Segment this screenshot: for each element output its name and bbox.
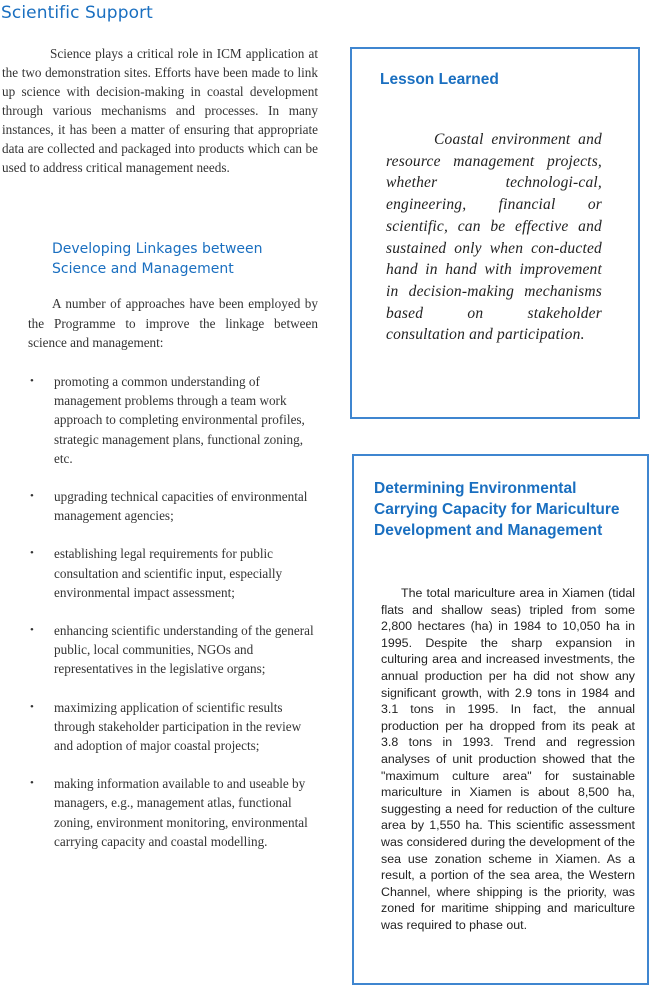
bullet-icon: • [30,777,34,790]
list-item-text: promoting a common understanding of management problems through a team work approach to completing environmental profiles, strategic management plans, functional zoning, etc. [54,374,305,466]
bullet-icon: • [30,700,34,713]
list-item [28,698,318,756]
linkages-intro-text: A number of approaches have been employed by the Programme to improve the linkage between science and management: [28,296,318,350]
linkages-heading: Developing Linkages between Science and Management [52,241,263,277]
carrying-capacity-heading: Determining Environmental Carrying Capacity for Mariculture Development and Management [374,480,620,539]
page-title: Scientific Support [1,3,153,23]
list-item [28,487,318,525]
bullet-icon: • [30,375,34,387]
bullet-icon: • [30,490,34,503]
intro-paragraph [2,44,318,177]
list-item-text: making information available to and useable by managers, e.g., management atlas, functional zoning, environment monitoring, environmental carrying capacity and coastal modelling. [54,776,308,849]
list-item [28,774,318,851]
lesson-learned-box [350,47,640,419]
linkages-intro-paragraph [28,294,318,353]
lesson-learned-text: Coastal environment and resource management projects, whether technologi-cal, engineering, financial or scientific, can be effective and sustained only when con-ducted hand in hand with improvement in decision-making mechanisms based on stakeholder consultation and participation. [386,131,602,344]
carrying-capacity-text-block [381,585,635,933]
bullet-icon: • [30,547,34,560]
lesson-learned-text-block [386,129,602,346]
carrying-capacity-box [352,454,649,985]
list-item [28,372,318,468]
list-item [28,621,318,679]
list-item [28,544,318,602]
intro-text: Science plays a critical role in ICM application at the two demonstration sites. Efforts have been made to link up science with decision-making in coastal development through various mechanisms and processes. In many instances, it has been a matter of ensuring that appropriate data are collected and packaged into products which can be used to address critical management needs. [2,46,318,175]
list-item-text: upgrading technical capacities of environmental management agencies; [54,489,308,524]
list-item-text: maximizing application of scientific results through stakeholder participation in the review and adoption of major coastal projects; [54,699,302,754]
lesson-learned-heading: Lesson Learned [380,71,499,88]
list-item-text: enhancing scientific understanding of the general public, local communities, NGOs and representatives in the legislative organs; [54,623,314,677]
approaches-list [28,372,318,851]
bullet-icon: • [30,624,34,637]
list-item-text: establishing legal requirements for public consultation and scientific input, especially environmental impact assessment; [54,546,283,600]
carrying-capacity-text: The total mariculture area in Xiamen (tidal flats and shallow seas) tripled from some 2,800 hectares (ha) in 1984 to 10,050 ha in 1995. Despite the sharp expansion in culturing area and increased investments, the annual production per ha did not show any significant growth, with 2.9 tons in 1984 and 3.1 tons in 1995. In fact, the annual production per ha dropped from its peak at 3.8 tons in 1993. Trend and regression analyses of unit production showed that the "maximum culture area" for sustainable mariculture in Xiamen is about 8,500 ha, suggesting a need for reduction of the culture area by 1,550 ha. This scientific assessment was considered during the development of the sea use zonation scheme in Xiamen. As a result, a portion of the sea area, the Western Channel, where shipping is the priority, was zoned for maritime shipping and mariculture was required to phase out. [381,586,635,932]
